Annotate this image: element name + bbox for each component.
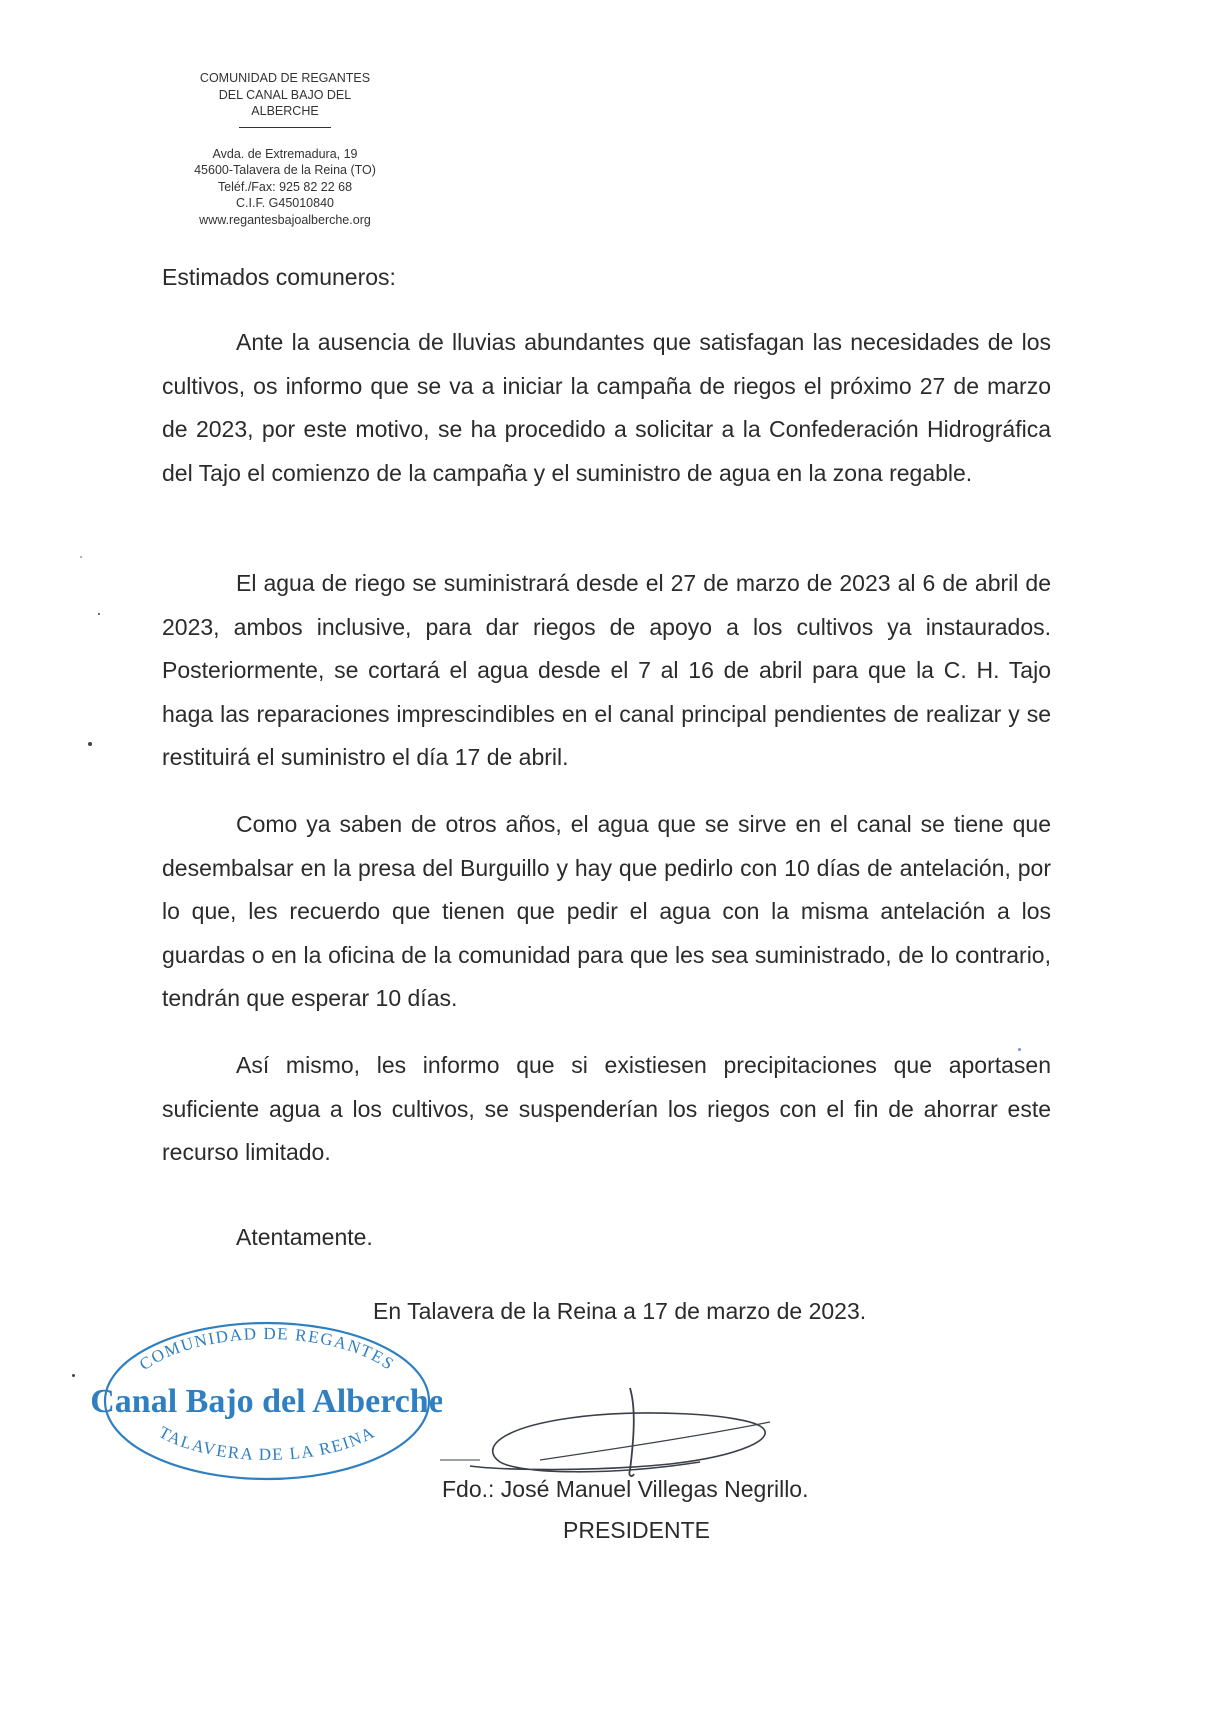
letterhead [160,70,410,228]
signature-underline [540,1422,770,1460]
org-name-line-1: COMUNIDAD DE REGANTES [199,71,371,85]
paragraph-2: El agua de riego se suministrará desde el 27 de marzo de 2023 al 6 de abril de 2023, ambos inclusive, para dar riegos de apoyo a los cultivos ya instaurados. Posteriormente, se cortará el agua desde el 7 al 16 de abril para que la C. H. Tajo haga las reparaciones imprescindibles en el canal principal pendientes de realizar y se restituirá el suministro el día 17 de abril. [162,570,1051,770]
address-line: Avda. de Extremadura, 19 [212,146,358,161]
website-line: www.regantesbajoalberche.org [199,212,371,227]
paragraph-4: Así mismo, les informo que si existiesen precipitaciones que aportasen suficiente agua a los cultivos, se suspenderían los riegos con el fin de ahorrar este recurso limitado. [162,1052,1051,1165]
stamp-graphic [92,1317,442,1485]
scan-speck [80,556,82,558]
org-name-line-2: DEL CANAL BAJO DEL [218,87,352,102]
org-name-line-3: ALBERCHE [251,104,319,118]
salutation: Estimados comuneros: [162,264,396,290]
stamp-bottom-text: TALAVERA DE LA REINA [155,1422,379,1464]
organization-stamp [92,1317,442,1485]
scan-speck [98,613,100,615]
place-date: En Talavera de la Reina a 17 de marzo de 2023. [373,1298,867,1324]
paragraph-1: Ante la ausencia de lluvias abundantes que satisfagan las necesidades de los cultivos, os informo que se va a iniciar la campaña de riegos el próximo 27 de marzo de 2023, por este motivo, se ha procedido a solicitar a la Confederación Hidrográfica del Tajo el comienzo de la campaña y el suministro de agua en la zona regable. [162,329,1051,486]
closing: Atentamente. [236,1224,373,1250]
signature-loop [470,1413,765,1472]
scan-speck [88,742,92,746]
paragraph-3: Como ya saben de otros años, el agua que se sirve en el canal se tiene que desembalsar en la presa del Burguillo y hay que pedirlo con 10 días de antelación, por lo que, les recuerdo que tienen que pedir el agua con la misma antelación a los guardas o en la oficina de la comunidad para que les sea suministrado, de lo contrario, tendrán que esperar 10 días. [162,811,1051,1011]
signed-by: Fdo.: José Manuel Villegas Negrillo. [442,1476,809,1502]
stamp-top-text: COMUNIDAD DE REGANTES [135,1323,399,1375]
city-line: 45600-Talavera de la Reina (TO) [194,163,376,177]
signature-stroke [629,1388,634,1476]
cif-line: C.I.F. G45010840 [236,196,334,210]
scan-speck [72,1374,75,1377]
letterhead-divider [239,127,331,128]
scan-speck [1018,1048,1021,1051]
phone-line: Teléf./Fax: 925 82 22 68 [217,179,353,194]
signer-title: PRESIDENTE [563,1517,710,1543]
stamp-center-text: Canal Bajo del Alberche [92,1383,442,1420]
